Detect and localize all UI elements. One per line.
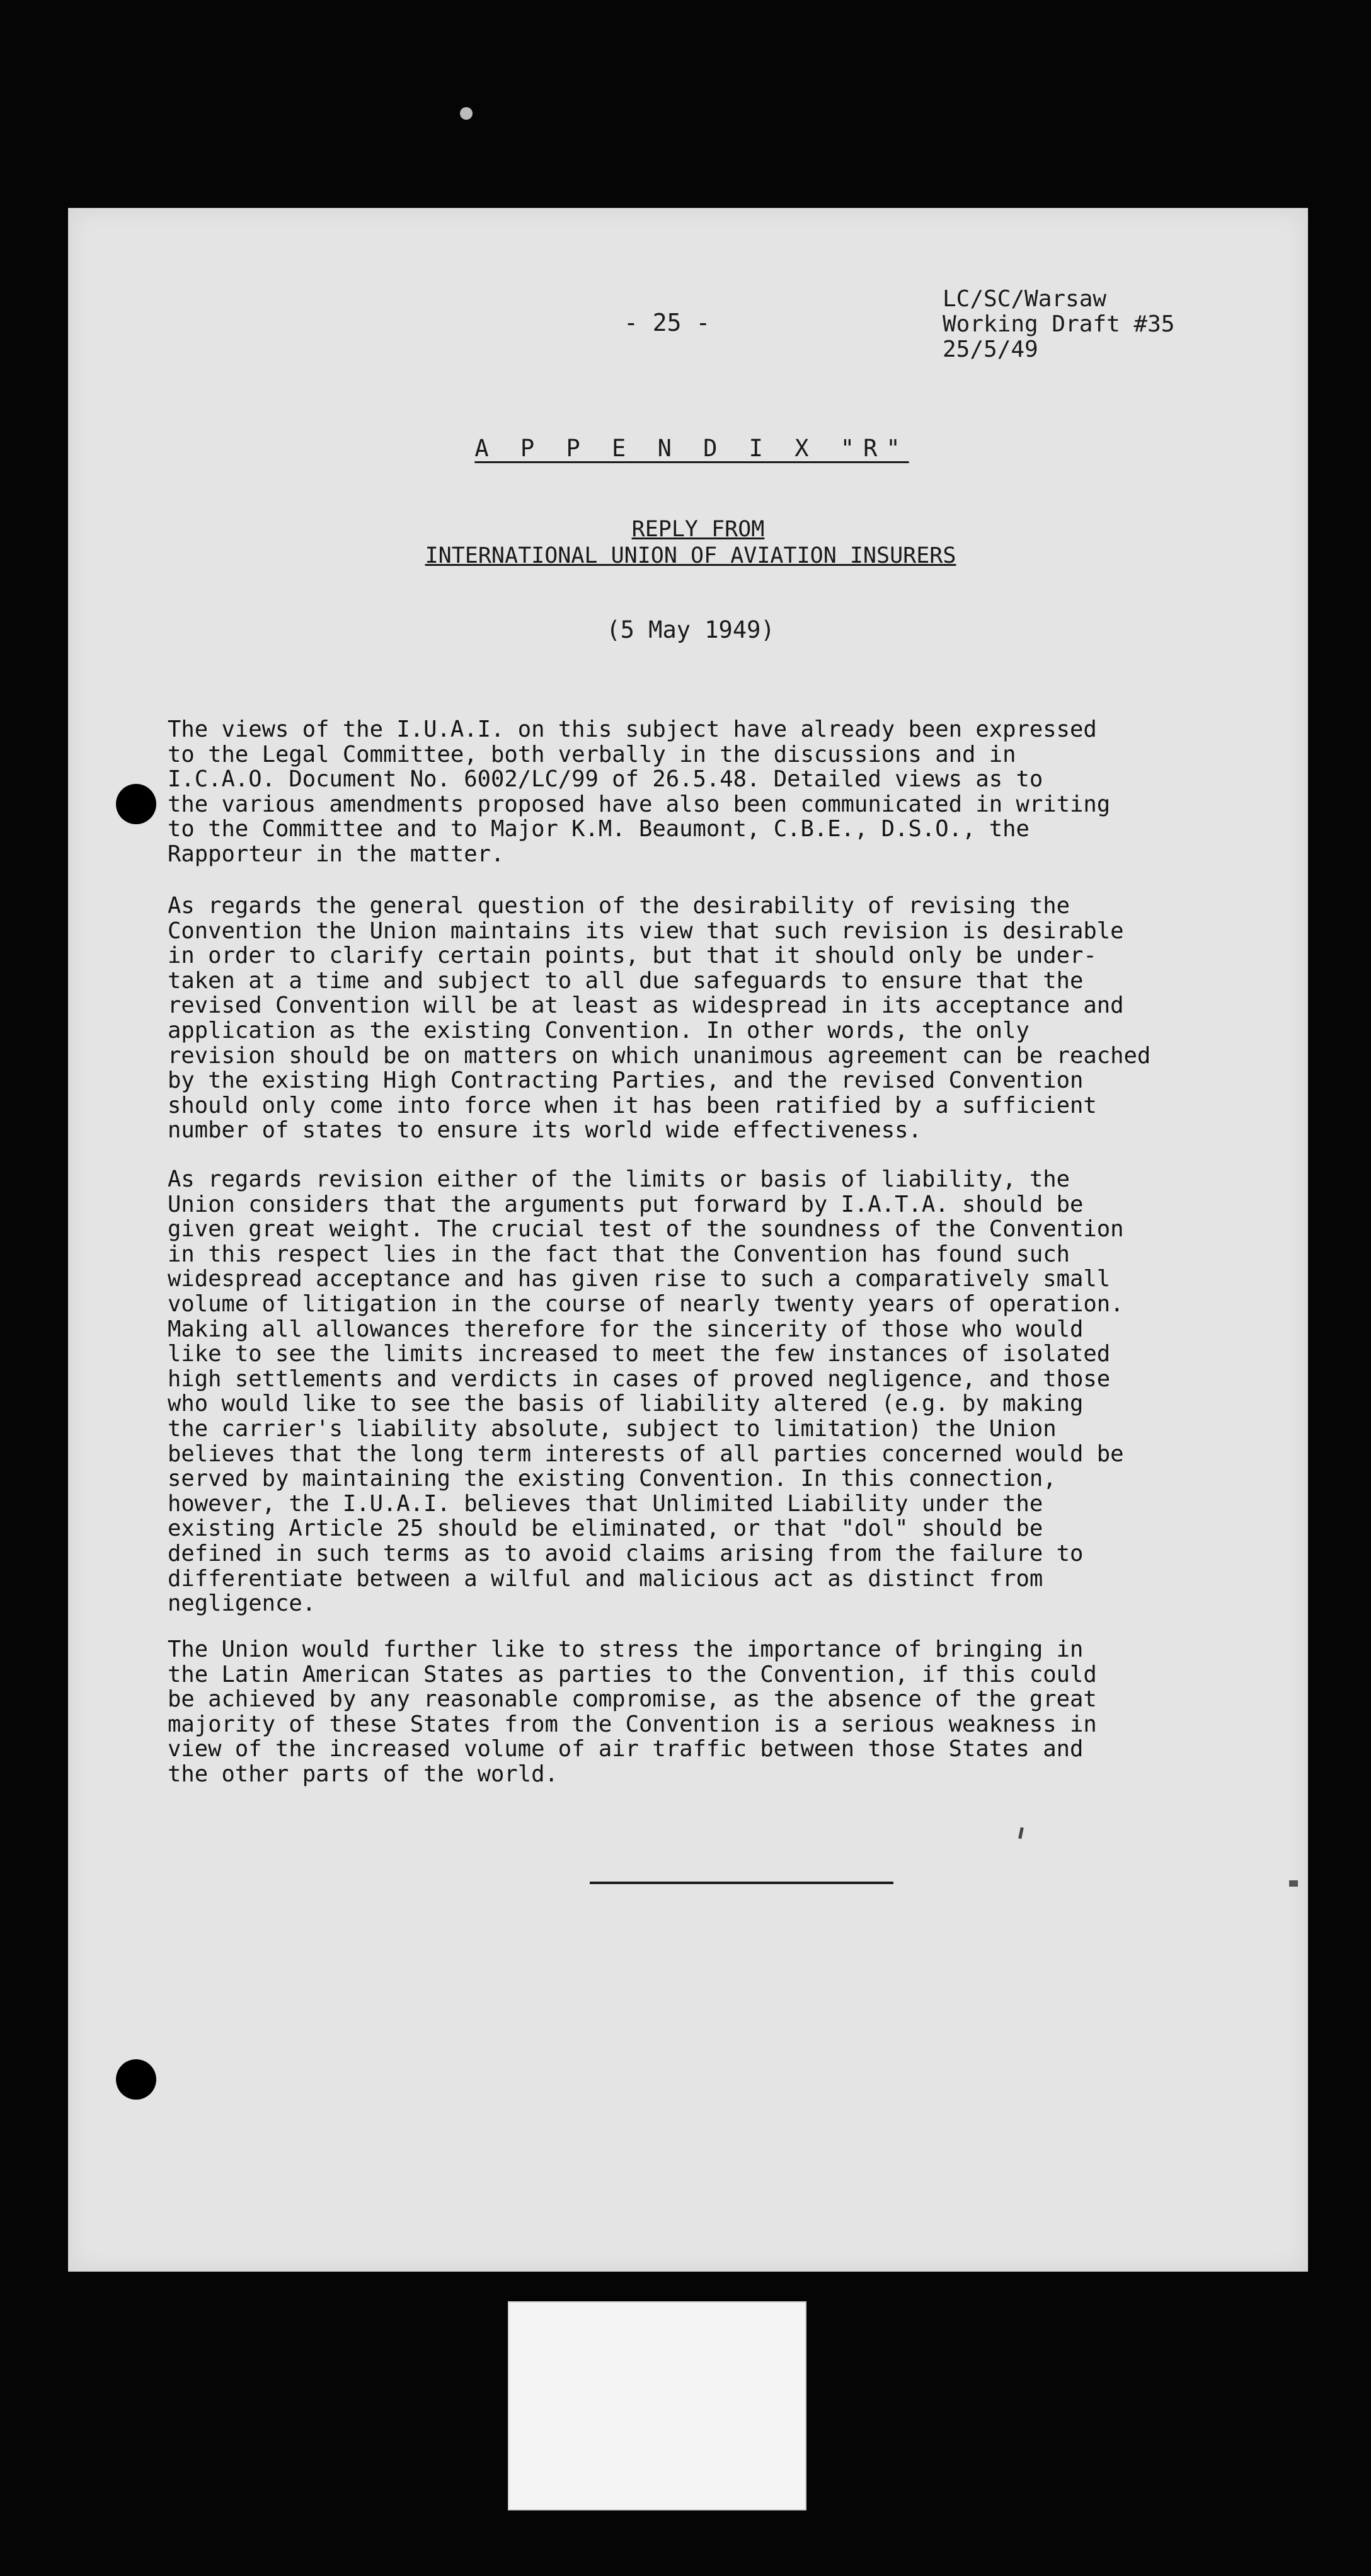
reference-line: Working Draft #35: [943, 311, 1175, 337]
paragraph: The Union would further like to stress the importance of bringing in the Latin American States as parties to the Convention, if this could be achieved by any reasonable compromise, as the absence of the great majority of these States from the Convention is a serious weakness in view of the increased volume of air traffic between those States and the other parts of the world.: [168, 1636, 1097, 1787]
appendix-title: A P P E N D I X "R": [474, 435, 909, 462]
paragraph: As regards revision either of the limits or basis of liability, the Union considers that the arguments put forward by I.A.T.A. should be given great weight. The crucial test of the soundness of the Convention in this respect lies in the fact that the Convention has found such widespread acceptance and has given rise to such a comparatively small volume of litigation in the course of nearly twenty years of operation. Making all allowances therefore for the sincerity of those who would like to see the limits increased to meet the few instances of isolated high settlements and verdicts in cases of proved negligence, and those who would like to see the basis of liability altered (e.g. by making the carrier's liability absolute, subject to limitation) the Union believes that the long term interests of all parties concerned would be served by maintaining the existing Convention. In this connection, however, the I.U.A.I. believes that Unlimited Liability under the existing Article 25 should be eliminated, or that "dol" should be defined in such terms as to avoid claims arising from the failure to differentiate between a wilful and malicious act as distinct from negligence.: [168, 1166, 1124, 1617]
organization-heading: INTERNATIONAL UNION OF AVIATION INSURERS: [425, 543, 956, 568]
page-number: - 25 -: [624, 309, 711, 336]
paragraph: The views of the I.U.A.I. on this subject have already been expressed to the Legal Committee, both verbally in the discussions and in I.C.A.O. Document No. 6002/LC/99 of 26.5.48. Detailed views as to the various amendments proposed have also been communicated in writing to the Committee and to Major K.M. Beaumont, C.B.E., D.S.O., the Rapporteur in the matter.: [168, 716, 1111, 867]
paragraph: As regards the general question of the desirability of revising the Convention the Union maintains its view that such revision is desirable in order to clarify certain points, but that it should only be under- taken at a time and subject to all due safeguards to ensure that the revised Convention will be at least as widespread in its acceptance and application as the existing Convention. In other words, the only revision should be on matters on which unanimous agreement can be reached by the existing High Contracting Parties, and the revised Convention should only come into force when it has been ratified by a sufficient number of states to ensure its world wide effectiveness.: [168, 893, 1151, 1144]
punch-hole-top: [116, 784, 156, 824]
edge-mark: [1289, 1880, 1298, 1887]
reference-line: 25/5/49: [943, 336, 1038, 362]
document-date: (5 May 1949): [606, 616, 775, 643]
reply-from-heading: REPLY FROM: [631, 517, 765, 542]
reference-line: LC/SC/Warsaw: [943, 286, 1107, 312]
dust-speck: [460, 107, 473, 120]
punch-hole-bottom: [116, 2059, 156, 2100]
reference-block: [943, 287, 1174, 362]
film-target-card: [508, 2301, 806, 2510]
end-rule: [590, 1882, 893, 1884]
